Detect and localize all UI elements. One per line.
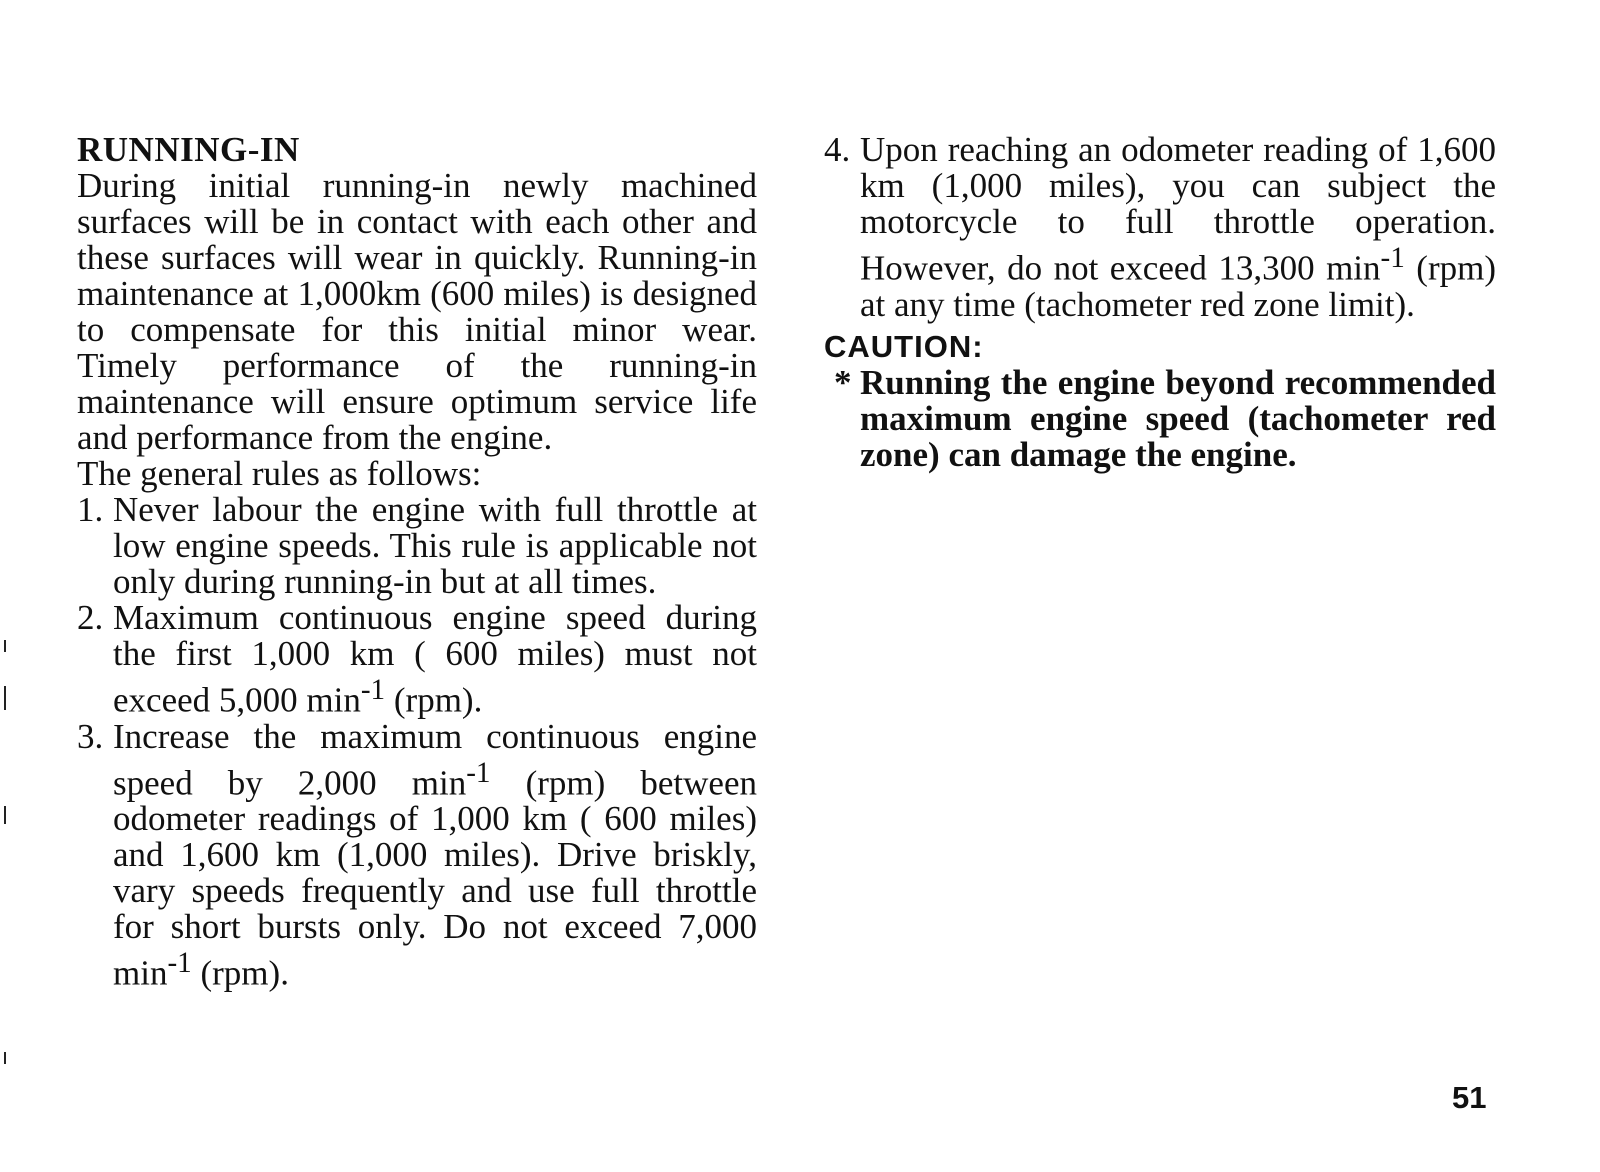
rule-text: (rpm) between odometer readings of 1,000 km ( 600 miles) and 1,600 km (1,000 miles). Drive briskly, vary speeds frequently and use full throttle for short bursts only. Do not exceed 7,000 min — [113, 763, 758, 993]
rule-item — [77, 600, 757, 719]
rule-item — [77, 492, 757, 600]
rule-text: Maximum continuous engine speed during the first 1,000 km ( 600 miles) must not exceed 5,000 min — [113, 598, 757, 720]
scan-edge-mark — [4, 806, 6, 824]
rule-item — [77, 716, 758, 993]
rule-text: (rpm). — [191, 953, 289, 993]
rule-number: 1. — [77, 490, 104, 529]
rule-number: 3. — [77, 716, 104, 756]
rule-number: 2. — [77, 598, 104, 637]
bullet-icon: * — [834, 362, 852, 402]
right-column — [824, 132, 1496, 473]
scan-edge-mark — [4, 640, 6, 652]
superscript: -1 — [466, 756, 491, 789]
scan-edge-mark — [4, 686, 6, 710]
rule-item — [824, 132, 1496, 323]
rule-text: (rpm) at any time (tachometer red zone limit). — [860, 248, 1496, 324]
rules-intro: The general rules as follows: — [77, 454, 482, 493]
rules-list — [77, 492, 757, 992]
superscript: -1 — [167, 947, 192, 980]
rule-number: 4. — [824, 130, 851, 169]
caution-message: Running the engine beyond recommended maximum engine speed (tachometer red zone) can damage the engine. — [860, 362, 1496, 474]
rule-text: (rpm). — [385, 680, 483, 720]
superscript: -1 — [1380, 242, 1405, 274]
rule-text: Upon reaching an odometer reading of 1,600 km (1,000 miles), you can subject the motorcycle to full throttle operation. However, do not exceed 13,300 min — [860, 130, 1496, 288]
scan-edge-mark — [590, 0, 990, 8]
section-title: RUNNING-IN — [77, 130, 300, 169]
left-column — [77, 132, 757, 992]
page-number: 51 — [1452, 1080, 1487, 1115]
caution-text — [824, 362, 1496, 474]
superscript: -1 — [360, 674, 386, 706]
rule-text: Never labour the engine with full throttle at low engine speeds. This rule is applicable not only during running-in but at all times. — [113, 490, 757, 601]
intro-paragraph: During initial running-in newly machined surfaces will be in contact with each other and these surfaces will wear in quickly. Running-in maintenance at 1,000km (600 miles) is designed to compensate for this initial minor wear. Timely performance of the running-in maintenance will ensure optimum service life and performance from the engine. — [77, 166, 757, 457]
rules-list — [824, 132, 1496, 323]
caution-label: CAUTION: — [824, 328, 984, 364]
rule-text: Increase the maximum continuous engine speed by 2,000 min — [113, 716, 757, 803]
scan-edge-mark — [4, 1052, 6, 1064]
